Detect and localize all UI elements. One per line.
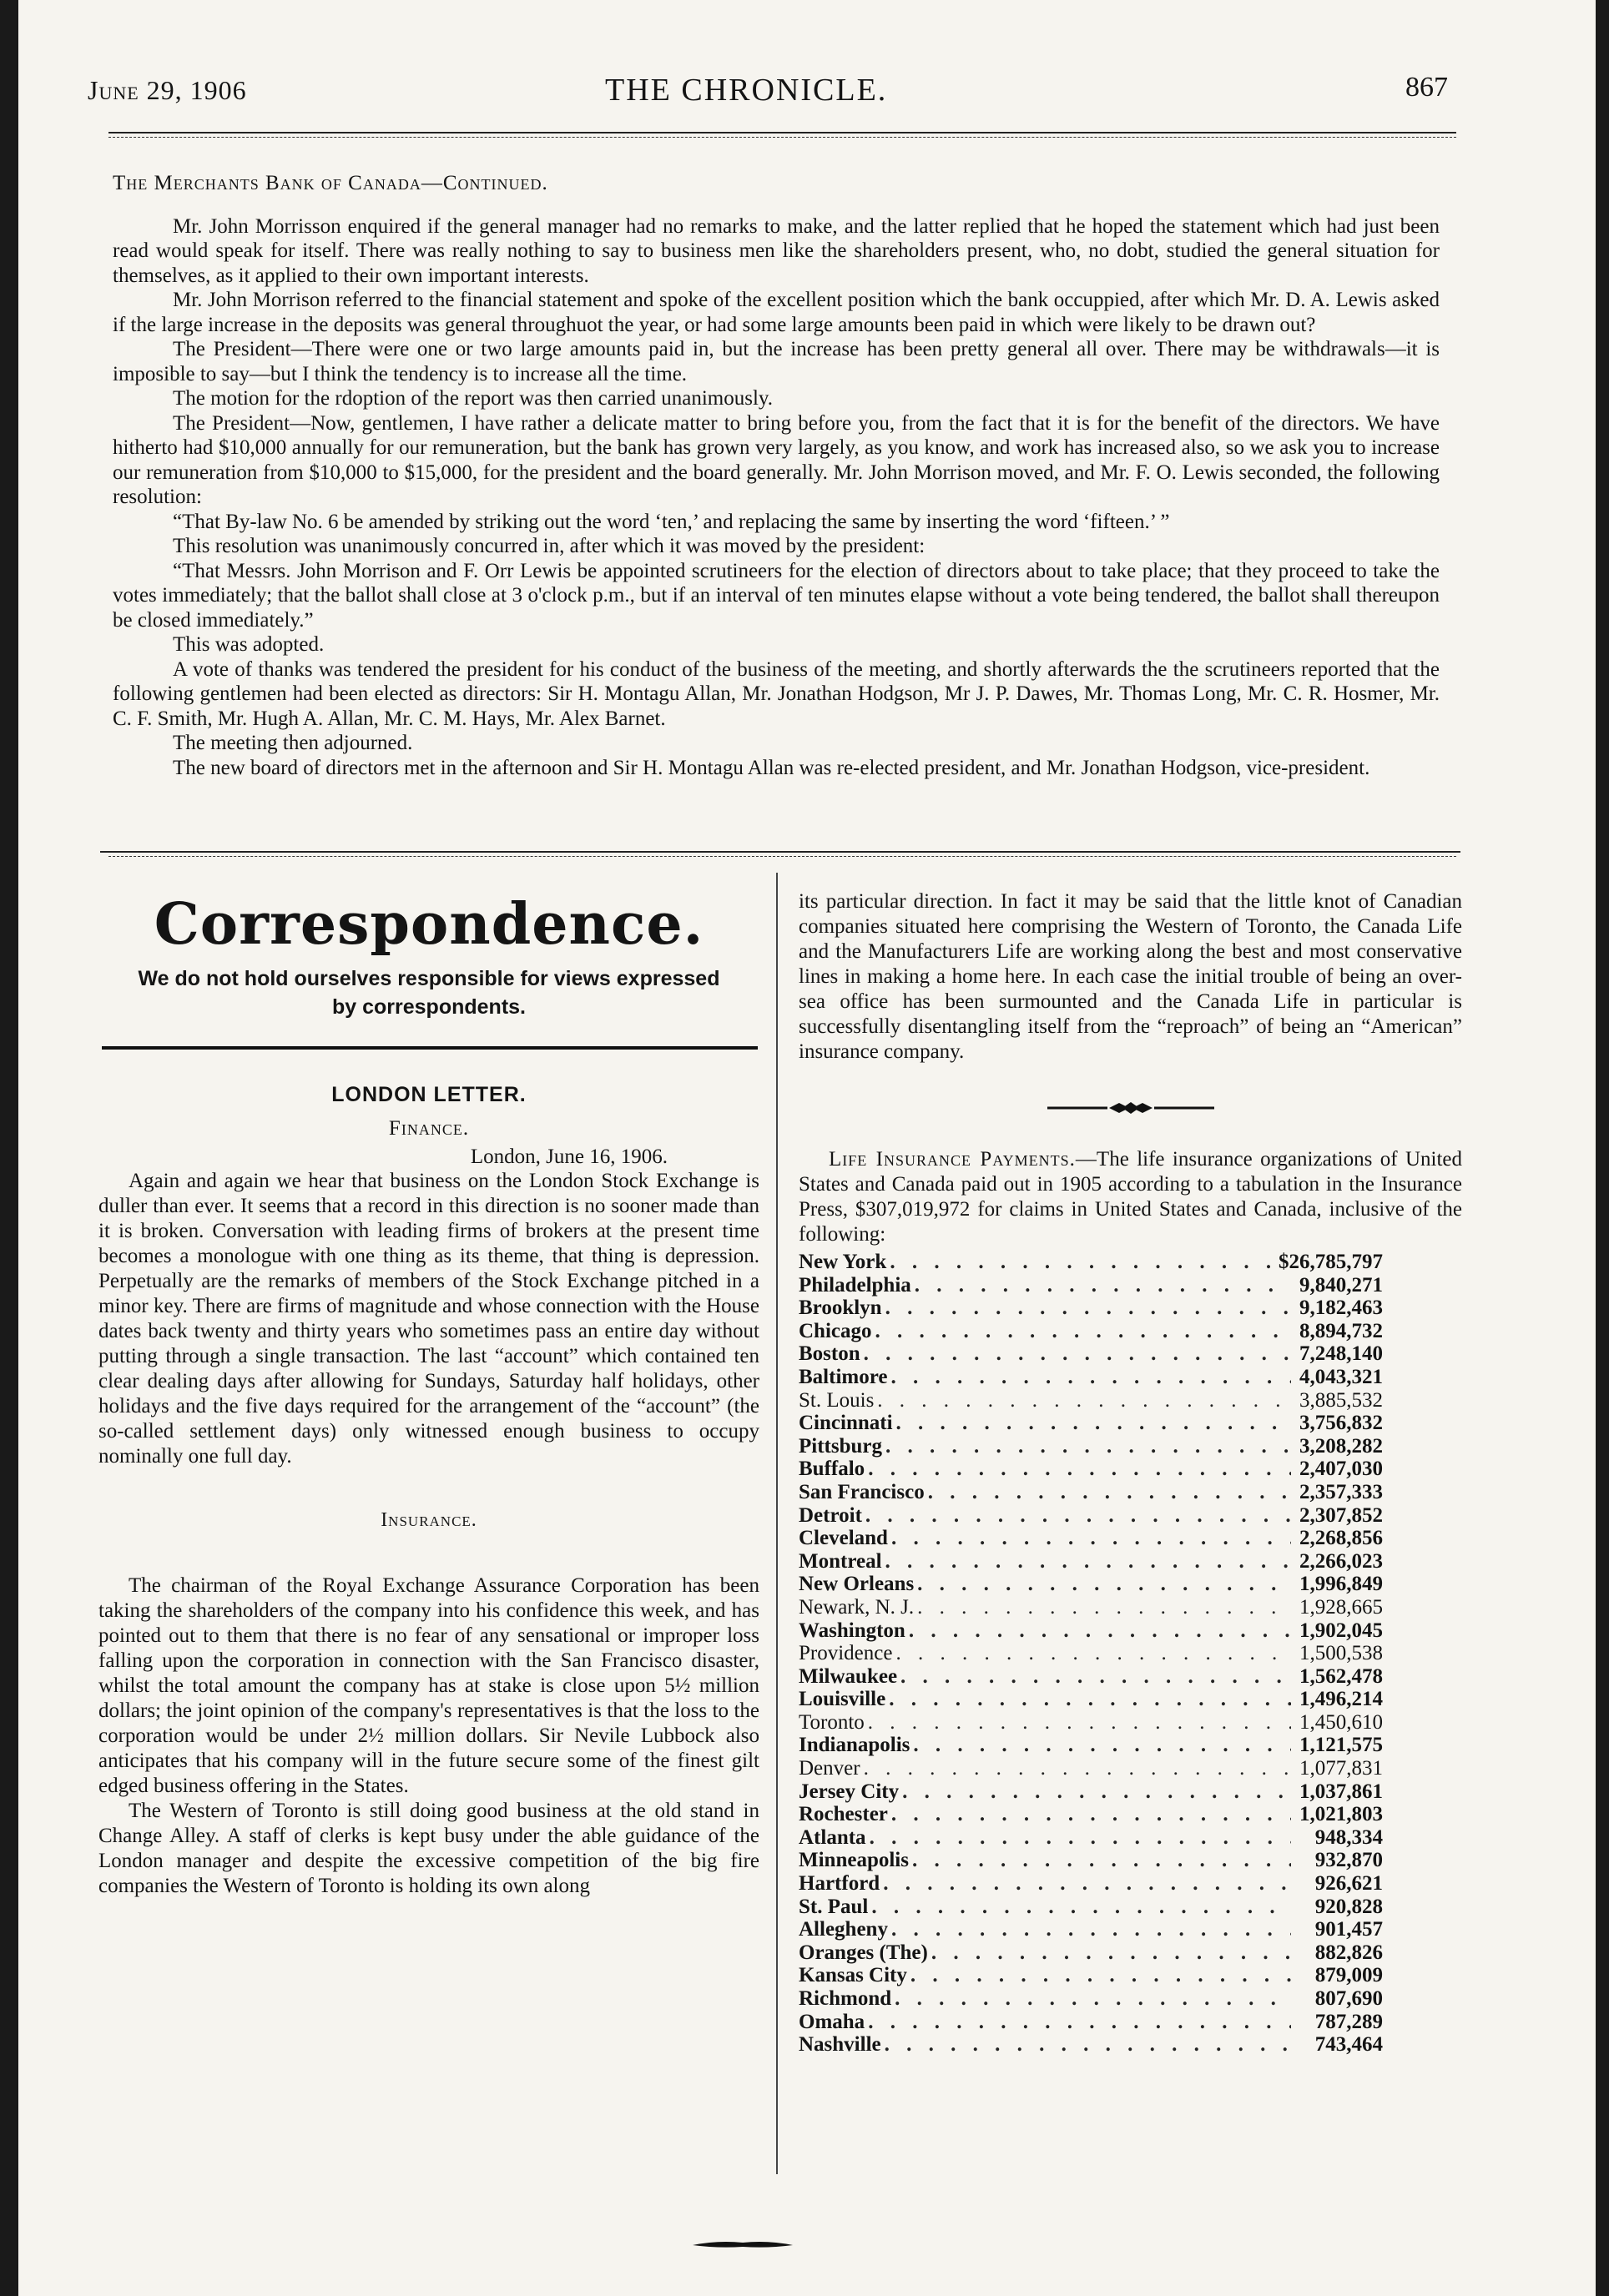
city-name: Washington xyxy=(799,1619,905,1642)
table-row xyxy=(799,2033,1383,2057)
table-row xyxy=(799,1964,1383,1987)
payment-amount: 882,826 xyxy=(1314,1941,1383,1964)
city-name: Indianapolis xyxy=(799,1734,910,1757)
dot-leader xyxy=(860,1757,1291,1780)
payment-amount: 9,182,463 xyxy=(1299,1297,1383,1320)
city-name: St. Louis xyxy=(799,1388,875,1412)
city-name: Boston xyxy=(799,1342,860,1366)
city-name: Detroit xyxy=(799,1503,862,1527)
table-row xyxy=(799,1619,1383,1643)
dot-leader xyxy=(892,1642,1291,1665)
dot-leader xyxy=(887,1366,1291,1389)
article-continued-heading: The Merchants Bank of Canada—Continued. xyxy=(113,172,548,194)
table-row xyxy=(799,1711,1383,1735)
city-name: Baltimore xyxy=(799,1365,888,1388)
payment-amount: 743,464 xyxy=(1314,2033,1383,2057)
article-paragraph: its particular direction. In fact it may be said that the little knot of Canadian companies situated here comprising the Western of Toronto, the Canada Life and the Manufacturers Life are working along the best and most conservative lines in making a home here. In each case the initial trouble of being an over-sea office has been surmounted and the Canada Life in particular is successfully disentangling itself from the “reproach” of being an “American” insurance company. xyxy=(799,890,1462,1063)
city-name: Cleveland xyxy=(799,1527,888,1550)
payment-amount: 1,562,478 xyxy=(1299,1664,1383,1688)
payment-amount: 1,928,665 xyxy=(1299,1595,1383,1619)
table-row xyxy=(799,1435,1383,1458)
payment-amount: 1,450,610 xyxy=(1299,1710,1383,1734)
city-name: Cincinnati xyxy=(799,1412,893,1435)
scan-edge-right xyxy=(1596,0,1609,2296)
dot-leader xyxy=(914,1573,1291,1596)
dot-leader xyxy=(882,1550,1291,1573)
article-paragraph: The new board of directors met in the afternoon and Sir H. Montagu Allan was re-elected president, and Mr. Jonathan Hodgson, vice-president. xyxy=(173,756,1370,779)
london-letter-title: LONDON LETTER. xyxy=(331,1083,527,1106)
finance-body xyxy=(98,1169,759,1469)
article-paragraph: The motion for the rdoption of the report was then carried unanimously. xyxy=(173,387,774,410)
table-row xyxy=(799,1849,1383,1872)
table-row xyxy=(799,1896,1383,1919)
city-name: Hartford xyxy=(799,1872,880,1896)
dot-leader xyxy=(865,1711,1291,1735)
payment-amount: 948,334 xyxy=(1314,1825,1383,1849)
dot-leader xyxy=(925,1481,1291,1504)
dot-leader xyxy=(888,1803,1291,1826)
city-name: Milwaukee xyxy=(799,1664,898,1688)
payment-amount: 1,077,831 xyxy=(1299,1757,1383,1780)
continuation-body xyxy=(799,889,1462,1065)
merchants-bank-article xyxy=(113,171,1440,780)
dot-leader xyxy=(886,1251,1279,1274)
article-paragraph: The meeting then adjourned. xyxy=(173,732,413,754)
city-name: Toronto xyxy=(799,1710,865,1734)
left-column xyxy=(98,884,759,1899)
city-name: Pittsburg xyxy=(799,1434,882,1458)
table-row xyxy=(799,1688,1383,1711)
dot-leader xyxy=(907,1964,1291,1987)
dot-leader xyxy=(881,2033,1291,2057)
header-rule-dashed xyxy=(108,137,1456,138)
table-row xyxy=(799,1527,1383,1550)
payment-amount: 3,208,282 xyxy=(1299,1434,1383,1458)
dot-leader xyxy=(860,1342,1291,1366)
article-paragraph xyxy=(799,1147,1462,1247)
city-name: Jersey City xyxy=(799,1780,900,1803)
dot-leader xyxy=(893,1412,1291,1435)
dot-leader xyxy=(882,1435,1291,1458)
article-paragraph: Mr. John Morrison referred to the financial statement and spoke of the excellent position which the bank occuppied, after which Mr. D. A. Lewis asked if the large increase in the deposits was general throughuot the year, or had some large amounts been paid in which were likely to be drawn out? xyxy=(113,289,1440,336)
correspondence-disclaimer xyxy=(98,964,759,1021)
table-row xyxy=(799,1342,1383,1366)
payment-amount: 2,266,023 xyxy=(1299,1549,1383,1573)
payment-amount: $26,785,797 xyxy=(1279,1251,1383,1273)
city-name: Buffalo xyxy=(799,1458,865,1481)
city-name: St. Paul xyxy=(799,1895,869,1918)
city-name: Rochester xyxy=(799,1803,888,1826)
dot-leader xyxy=(897,1665,1291,1689)
table-row xyxy=(799,1941,1383,1965)
payment-amount: 1,037,861 xyxy=(1299,1780,1383,1803)
city-name: San Francisco xyxy=(799,1480,925,1503)
payment-amount: 1,121,575 xyxy=(1299,1734,1383,1757)
city-name: Louisville xyxy=(799,1688,886,1711)
dot-leader xyxy=(928,1941,1291,1965)
dot-leader xyxy=(911,1274,1291,1297)
payment-amount: 2,307,852 xyxy=(1299,1503,1383,1527)
dot-leader xyxy=(909,1849,1291,1872)
payments-table xyxy=(799,1251,1383,2057)
payment-amount: 3,885,532 xyxy=(1299,1388,1383,1412)
disclaimer-line: by correspondents. xyxy=(332,995,526,1019)
dot-leader xyxy=(874,1389,1291,1412)
article-paragraph: Again and again we hear that business on the London Stock Exchange is duller than ever. It seems that a record in this direction is no sooner made than it is broken. Conversation with leading firms of brokers at the present time becomes a monologue with one thing as its theme, that thing is depression. Perpetually are the remarks of members of the Stock Exchange pitched in a minor key. There are firms of magnitude and whose connection with the House dates back twenty and thirty years who sometimes pass an entire day without putting through a single transaction. The last “account” which contained ten clear dealing days after allowing for Sundays, Saturday half holidays, other holidays and the five days required for the arrangement of the “account” (the so-called settlement days) only witnessed enough business to occupy nominally one full day. xyxy=(98,1170,759,1468)
city-name: Allegheny xyxy=(799,1918,888,1941)
article-paragraph: The President—There were one or two large amounts paid in, but the increase has been pretty general all over. There may be withdrawals—it is imposible to say—but I think the tendency is to increase all the time. xyxy=(113,338,1440,385)
heavy-rule xyxy=(102,1046,758,1050)
payment-amount: 807,690 xyxy=(1314,1987,1383,2010)
city-name: Kansas City xyxy=(799,1964,907,1987)
payment-amount: 9,840,271 xyxy=(1299,1273,1383,1297)
dot-leader xyxy=(914,1596,1291,1619)
dot-leader xyxy=(865,2011,1291,2034)
city-name: Chicago xyxy=(799,1319,872,1342)
finance-subheading: Finance. xyxy=(388,1117,470,1140)
dot-leader xyxy=(888,1918,1291,1941)
city-name: Newark, N. J. xyxy=(799,1595,915,1619)
scan-edge-left xyxy=(0,0,18,2296)
publication-title: THE CHRONICLE. xyxy=(605,73,888,108)
life-insurance-intro xyxy=(799,1147,1462,1247)
dot-leader xyxy=(910,1734,1291,1757)
table-row xyxy=(799,2011,1383,2034)
payment-amount: 901,457 xyxy=(1314,1918,1383,1941)
payment-amount: 1,902,045 xyxy=(1299,1619,1383,1642)
correspondence-title: Correspondence. xyxy=(154,891,704,958)
payment-amount: 4,043,321 xyxy=(1299,1365,1383,1388)
city-name: New York xyxy=(799,1251,887,1273)
payment-amount: 7,248,140 xyxy=(1299,1342,1383,1366)
payment-amount: 3,756,832 xyxy=(1299,1412,1383,1435)
table-row xyxy=(799,1550,1383,1573)
article-paragraph: “That By-law No. 6 be amended by striking out the word ‘ten,’ and replacing the same by inserting the word ‘fifteen.’ ” xyxy=(173,510,1170,533)
payment-amount: 8,894,732 xyxy=(1299,1319,1383,1342)
city-name: New Orleans xyxy=(799,1573,915,1596)
dot-leader xyxy=(865,1458,1291,1481)
city-name: Montreal xyxy=(799,1549,882,1573)
payment-amount: 1,496,214 xyxy=(1299,1688,1383,1711)
city-name: Omaha xyxy=(799,2010,865,2033)
payment-amount: 932,870 xyxy=(1314,1849,1383,1872)
city-name: Oranges (The) xyxy=(799,1941,928,1964)
payment-amount: 1,500,538 xyxy=(1299,1642,1383,1665)
article-paragraph: The President—Now, gentlemen, I have rather a delicate matter to bring before you, from the fact that it is for the benefit of the directors. We have hitherto had $10,000 annually for our remuneration, but the bank has grown very largely, as you know, and work has increased also, so we ask you to increase our remuneration from $10,000 to $15,000, for the president and the board generally. Mr. John Morrison moved, and Mr. F. O. Lewis seconded, the following resolution: xyxy=(113,411,1440,508)
table-row xyxy=(799,1803,1383,1826)
table-row xyxy=(799,1780,1383,1804)
payment-amount: 2,407,030 xyxy=(1299,1458,1383,1481)
header-rule xyxy=(108,132,1456,133)
column-divider xyxy=(776,873,778,2174)
article-paragraph: This resolution was unanimously concurred in, after which it was moved by the president: xyxy=(173,535,926,557)
payment-amount: 926,621 xyxy=(1314,1872,1383,1896)
city-name: Brooklyn xyxy=(799,1297,882,1320)
article-paragraph: This was adopted. xyxy=(173,633,325,656)
city-name: Minneapolis xyxy=(799,1849,909,1872)
table-row xyxy=(799,1389,1383,1412)
life-insurance-heading: Life Insurance Payments. xyxy=(829,1148,1076,1171)
table-row xyxy=(799,1665,1383,1689)
table-row xyxy=(799,1826,1383,1850)
page-number: 867 xyxy=(1405,72,1448,103)
insurance-body xyxy=(98,1573,759,1899)
dot-leader xyxy=(868,1896,1291,1919)
payment-amount: 2,357,333 xyxy=(1299,1480,1383,1503)
dot-leader xyxy=(905,1619,1291,1643)
table-row xyxy=(799,1573,1383,1596)
insurance-subheading: Insurance. xyxy=(381,1509,477,1531)
dot-leader xyxy=(888,1527,1291,1550)
payment-amount: 1,021,803 xyxy=(1299,1803,1383,1826)
issue-date: June 29, 1906 xyxy=(88,75,247,105)
section-rule-dashed xyxy=(108,856,1456,858)
table-row xyxy=(799,1366,1383,1389)
disclaimer-line: We do not hold ourselves responsible for views expressed xyxy=(138,967,720,990)
payment-amount: 2,268,856 xyxy=(1299,1527,1383,1550)
ornament-divider xyxy=(799,1100,1462,1120)
payment-amount: 920,828 xyxy=(1314,1895,1383,1918)
dot-leader xyxy=(882,1297,1291,1320)
table-row xyxy=(799,1251,1383,1274)
dot-leader xyxy=(891,1987,1291,2011)
dot-leader xyxy=(866,1826,1291,1850)
city-name: Richmond xyxy=(799,1987,892,2010)
city-name: Philadelphia xyxy=(799,1273,911,1297)
article-paragraph: The chairman of the Royal Exchange Assurance Corporation has been taking the shareholders of the company into his confidence this week, and has pointed out to them that there is no fear of any sensational or improper loss falling upon the corporation in connection with the San Francisco disaster, whilst the total amount the company has at stake is close upon 5½ million dollars; the joint opinion of the company's representatives is that the loss to the corporation would be under 2½ million dollars. Sir Nevile Lubbock also anticipates that his company will in the future secure some of the finest gilt edged business offering in the States. xyxy=(98,1574,759,1797)
table-row xyxy=(799,1297,1383,1320)
dot-leader xyxy=(885,1688,1291,1711)
table-row xyxy=(799,1504,1383,1528)
table-row xyxy=(799,1757,1383,1780)
article-paragraph: A vote of thanks was tendered the president for his conduct of the business of the meeting, and shortly afterwards the the scrutineers reported that the following gentlemen had been elected as directors: Sir H. Montagu Allan, Mr. Jonathan Hodgson, Mr J. P. Dawes, Mr. Thomas Long, Mr. C. R. Hosmer, Mr. C. F. Smith, Mr. Hugh A. Allan, Mr. C. M. Hays, Mr. Alex Barnet. xyxy=(113,657,1440,730)
city-name: Atlanta xyxy=(799,1825,866,1849)
payment-amount: 879,009 xyxy=(1314,1964,1383,1987)
table-row xyxy=(799,1872,1383,1896)
page-header xyxy=(88,72,1448,113)
table-row xyxy=(799,1987,1383,2011)
table-row xyxy=(799,1458,1383,1481)
table-row xyxy=(799,1412,1383,1435)
payment-amount: 1,996,849 xyxy=(1299,1573,1383,1596)
city-name: Denver xyxy=(799,1757,860,1780)
payment-amount: 787,289 xyxy=(1314,2010,1383,2033)
table-row xyxy=(799,1918,1383,1941)
table-row xyxy=(799,1642,1383,1665)
dateline: London, June 16, 1906. xyxy=(470,1145,668,1168)
table-row xyxy=(799,1734,1383,1757)
table-row xyxy=(799,1596,1383,1619)
right-column xyxy=(799,889,1462,2057)
article-paragraph: The Western of Toronto is still doing good business at the old stand in Change Alley. A staff of clerks is kept busy under the able guidance of the London manager and despite the excessive competition of the big fire companies the Western of Toronto is holding its own along xyxy=(98,1800,759,1897)
dot-leader xyxy=(862,1504,1291,1528)
dot-leader xyxy=(872,1320,1292,1343)
city-name: Nashville xyxy=(799,2033,881,2057)
section-rule xyxy=(100,851,1460,853)
table-row xyxy=(799,1481,1383,1504)
article-paragraph: Mr. John Morrisson enquired if the general manager had no remarks to make, and the latter replied that he hoped the statement which had just been read would speak for itself. There was really nothing to say to business men like the shareholders present, who, no dobt, studied the general situation for themselves, as it applied to their own important interests. xyxy=(113,214,1440,287)
city-name: Providence xyxy=(799,1642,893,1665)
life-insurance-intro-text: —The life insurance organizations of United States and Canada paid out in 1905 according to a tabulation in the Insurance Press, $307,019,972 for claims in United States and Canada, inclusive of the following: xyxy=(799,1148,1462,1246)
article-paragraph: “That Messrs. John Morrison and F. Orr Lewis be appointed scrutineers for the election of directors about to take place; that they proceed to take the votes immediately; that the ballot shall close at 3 o'clock p.m., but if an interval of ten minutes elapse without a vote being tendered, the ballot shall thereupon be closed immediately.” xyxy=(113,559,1440,632)
table-row xyxy=(799,1274,1383,1297)
dot-leader xyxy=(899,1780,1291,1804)
page-footer-ornament xyxy=(693,2239,793,2254)
table-row xyxy=(799,1320,1383,1343)
dot-leader xyxy=(880,1872,1291,1896)
